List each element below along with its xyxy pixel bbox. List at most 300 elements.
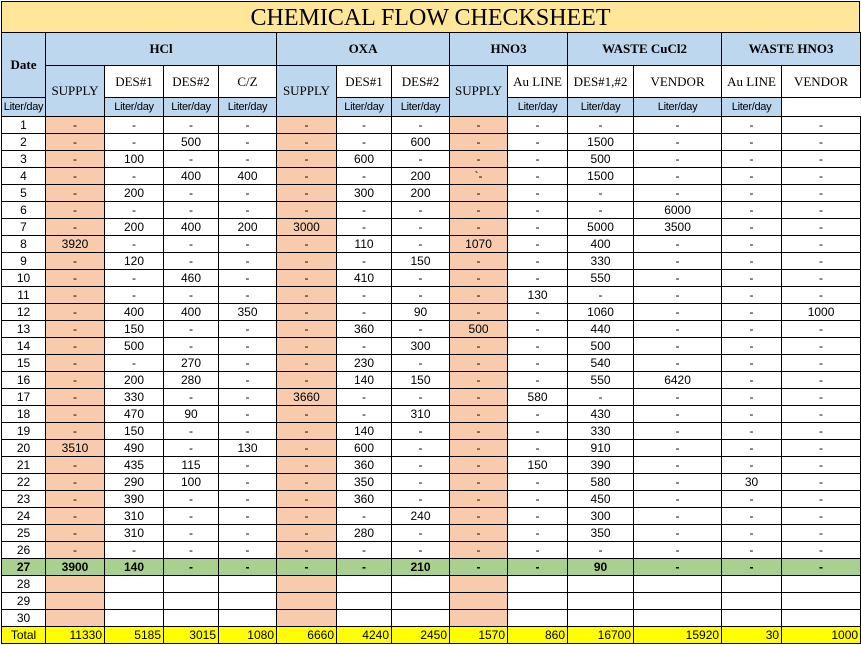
table-cell: -: [722, 525, 782, 542]
data-rows: [2, 117, 861, 627]
table-cell: -: [392, 117, 450, 134]
table-cell: -: [634, 134, 722, 151]
date-cell: 23: [2, 491, 46, 508]
column-header-row: [2, 66, 861, 98]
table-cell: -: [782, 134, 861, 151]
table-cell: 210: [392, 559, 450, 576]
column-header-oxa-des2: DES#2: [392, 66, 450, 98]
date-cell: 9: [2, 253, 46, 270]
date-cell: 29: [2, 593, 46, 610]
table-cell: -: [219, 389, 277, 406]
table-cell: -: [782, 253, 861, 270]
table-row: [2, 236, 861, 253]
table-cell: -: [277, 508, 337, 525]
table-cell: -: [392, 355, 450, 372]
table-cell: [782, 610, 861, 627]
table-cell: 6000: [634, 202, 722, 219]
table-row: [2, 576, 861, 593]
table-cell: -: [508, 423, 568, 440]
table-cell: [634, 610, 722, 627]
table-cell: -: [277, 525, 337, 542]
table-row: [2, 457, 861, 474]
table-cell: -: [508, 253, 568, 270]
table-cell: -: [634, 236, 722, 253]
table-cell: 330: [568, 253, 634, 270]
table-cell: [277, 576, 337, 593]
table-cell: -: [450, 117, 508, 134]
table-cell: -: [46, 525, 105, 542]
date-cell: 24: [2, 508, 46, 525]
table-cell: -: [164, 185, 219, 202]
table-cell: -: [219, 542, 277, 559]
table-cell: [392, 610, 450, 627]
table-cell: -: [277, 559, 337, 576]
date-column-header: Date: [2, 33, 46, 98]
table-cell: -: [46, 270, 105, 287]
table-cell: 450: [568, 491, 634, 508]
table-cell: -: [782, 321, 861, 338]
table-cell: 400: [568, 236, 634, 253]
table-cell: -: [508, 474, 568, 491]
date-cell: 19: [2, 423, 46, 440]
table-cell: 400: [164, 168, 219, 185]
total-cell: 1000: [782, 627, 861, 644]
table-cell: -: [508, 168, 568, 185]
table-cell: 140: [337, 372, 392, 389]
table-cell: -: [508, 134, 568, 151]
table-cell: -: [46, 372, 105, 389]
table-cell: -: [634, 406, 722, 423]
table-cell: -: [219, 406, 277, 423]
table-cell: 435: [105, 457, 164, 474]
table-cell: -: [722, 185, 782, 202]
table-cell: -: [782, 525, 861, 542]
table-cell: -: [450, 338, 508, 355]
table-cell: -: [219, 423, 277, 440]
table-cell: -: [277, 440, 337, 457]
table-cell: [568, 593, 634, 610]
table-cell: 330: [105, 389, 164, 406]
table-cell: -: [450, 355, 508, 372]
table-cell: [164, 593, 219, 610]
table-cell: 3920: [46, 236, 105, 253]
column-header-cucl2-des: DES#1,#2: [568, 66, 634, 98]
total-cell: 3015: [164, 627, 219, 644]
table-cell: [508, 576, 568, 593]
table-cell: -: [337, 253, 392, 270]
table-cell: -: [634, 491, 722, 508]
table-cell: 150: [105, 321, 164, 338]
table-cell: -: [277, 151, 337, 168]
table-cell: -: [722, 117, 782, 134]
table-cell: -: [634, 423, 722, 440]
table-cell: -: [568, 185, 634, 202]
table-cell: -: [508, 151, 568, 168]
column-header-cucl2-vendor: VENDOR: [634, 66, 722, 98]
table-cell: 90: [392, 304, 450, 321]
table-cell: 310: [105, 508, 164, 525]
table-cell: [105, 576, 164, 593]
table-cell: -: [219, 491, 277, 508]
table-cell: -: [219, 525, 277, 542]
table-cell: 6420: [634, 372, 722, 389]
table-cell: -: [337, 168, 392, 185]
table-cell: 600: [392, 134, 450, 151]
table-cell: -: [634, 542, 722, 559]
unit-label: Liter/day: [722, 98, 782, 117]
table-cell: -: [782, 508, 861, 525]
table-cell: 500: [450, 321, 508, 338]
table-cell: -: [450, 304, 508, 321]
table-cell: -: [105, 542, 164, 559]
table-cell: -: [392, 321, 450, 338]
table-cell: [219, 593, 277, 610]
table-cell: 3510: [46, 440, 105, 457]
table-cell: 130: [508, 287, 568, 304]
table-cell: -: [782, 406, 861, 423]
table-cell: -: [219, 338, 277, 355]
table-cell: -: [337, 542, 392, 559]
table-cell: [164, 576, 219, 593]
table-cell: -: [782, 287, 861, 304]
table-cell: [105, 610, 164, 627]
table-cell: [277, 610, 337, 627]
table-cell: 310: [392, 406, 450, 423]
table-cell: -: [450, 151, 508, 168]
unit-label: Liter/day: [568, 98, 634, 117]
table-cell: -: [219, 202, 277, 219]
table-cell: -: [634, 440, 722, 457]
date-cell: 15: [2, 355, 46, 372]
date-cell: 26: [2, 542, 46, 559]
table-cell: -: [450, 542, 508, 559]
table-cell: 330: [568, 423, 634, 440]
table-cell: -: [392, 202, 450, 219]
table-cell: -: [337, 508, 392, 525]
table-cell: -: [219, 355, 277, 372]
table-cell: -: [46, 542, 105, 559]
table-cell: 240: [392, 508, 450, 525]
table-cell: 3500: [634, 219, 722, 236]
table-row: [2, 355, 861, 372]
table-cell: -: [392, 423, 450, 440]
table-cell: -: [450, 253, 508, 270]
unit-label: Liter/day: [337, 98, 392, 117]
table-cell: [105, 593, 164, 610]
table-cell: -: [277, 117, 337, 134]
table-cell: -: [164, 236, 219, 253]
table-cell: [782, 593, 861, 610]
date-cell: 17: [2, 389, 46, 406]
table-cell: -: [392, 219, 450, 236]
table-cell: 350: [337, 474, 392, 491]
table-cell: [337, 610, 392, 627]
table-cell: [634, 593, 722, 610]
table-cell: [337, 576, 392, 593]
table-cell: 1000: [782, 304, 861, 321]
table-row: [2, 168, 861, 185]
total-cell: 11330: [46, 627, 105, 644]
table-cell: -: [105, 287, 164, 304]
column-header-waste-hno3-au-line: Au LINE: [722, 66, 782, 98]
table-cell: -: [337, 338, 392, 355]
table-cell: -: [782, 355, 861, 372]
table-cell: -: [46, 185, 105, 202]
table-cell: -: [164, 253, 219, 270]
table-cell: 1070: [450, 236, 508, 253]
table-cell: 230: [337, 355, 392, 372]
total-cell: 1570: [450, 627, 508, 644]
table-cell: -: [722, 253, 782, 270]
table-cell: -: [634, 253, 722, 270]
table-cell: -: [46, 321, 105, 338]
checksheet: [1, 1, 860, 643]
date-cell: 16: [2, 372, 46, 389]
table-cell: -: [277, 134, 337, 151]
date-cell: 20: [2, 440, 46, 457]
table-row: [2, 202, 861, 219]
table-cell: -: [392, 491, 450, 508]
table-cell: -: [277, 338, 337, 355]
table-cell: 200: [105, 219, 164, 236]
table-row: [2, 219, 861, 236]
table-cell: [164, 610, 219, 627]
date-cell: 22: [2, 474, 46, 491]
unit-label: Liter/day: [392, 98, 450, 117]
table-cell: 540: [568, 355, 634, 372]
table-cell: 5000: [568, 219, 634, 236]
column-header-hcl-cz: C/Z: [219, 66, 277, 98]
table-cell: 490: [105, 440, 164, 457]
table-cell: -: [722, 168, 782, 185]
table-cell: -: [722, 202, 782, 219]
table-cell: -: [164, 117, 219, 134]
table-cell: -: [508, 525, 568, 542]
table-cell: -: [164, 440, 219, 457]
table-cell: 115: [164, 457, 219, 474]
table-cell: -: [634, 287, 722, 304]
table-cell: 90: [568, 559, 634, 576]
table-cell: 200: [392, 168, 450, 185]
unit-row: [2, 98, 861, 117]
table-cell: -: [105, 270, 164, 287]
table-cell: 500: [164, 134, 219, 151]
table-cell: 3660: [277, 389, 337, 406]
table-cell: -: [782, 542, 861, 559]
table-cell: -: [277, 287, 337, 304]
table-cell: -: [164, 287, 219, 304]
total-cell: 16700: [568, 627, 634, 644]
table-cell: -: [634, 321, 722, 338]
table-cell: -: [46, 474, 105, 491]
table-row: [2, 304, 861, 321]
table-cell: 3900: [46, 559, 105, 576]
table-cell: -: [634, 270, 722, 287]
table-cell: 400: [219, 168, 277, 185]
table-cell: -: [568, 287, 634, 304]
table-row: [2, 508, 861, 525]
table-cell: -: [219, 474, 277, 491]
table-cell: -: [277, 457, 337, 474]
table-cell: [46, 610, 105, 627]
table-cell: 400: [164, 304, 219, 321]
table-cell: 470: [105, 406, 164, 423]
table-cell: -: [46, 338, 105, 355]
table-cell: -: [219, 287, 277, 304]
date-cell: 14: [2, 338, 46, 355]
table-cell: -: [722, 151, 782, 168]
table-cell: -: [782, 423, 861, 440]
table-cell: -: [46, 389, 105, 406]
table-cell: -: [392, 287, 450, 304]
table-cell: -: [508, 372, 568, 389]
table-cell: -: [782, 236, 861, 253]
table-cell: -: [634, 559, 722, 576]
date-cell: 5: [2, 185, 46, 202]
table-cell: -: [722, 338, 782, 355]
table-cell: 580: [508, 389, 568, 406]
table-cell: [722, 593, 782, 610]
group-hcl: HCl: [46, 33, 277, 66]
table-cell: -: [634, 474, 722, 491]
table-cell: 550: [568, 270, 634, 287]
table-cell: -: [450, 219, 508, 236]
table-cell: -: [392, 389, 450, 406]
table-cell: -: [508, 117, 568, 134]
table-cell: -: [277, 270, 337, 287]
table-cell: 500: [105, 338, 164, 355]
table-cell: -: [46, 202, 105, 219]
date-cell: 7: [2, 219, 46, 236]
table-cell: -: [508, 185, 568, 202]
table-cell: -: [105, 355, 164, 372]
table-cell: [450, 593, 508, 610]
table-cell: -: [337, 304, 392, 321]
table-cell: -: [508, 355, 568, 372]
table-cell: 30: [722, 474, 782, 491]
table-cell: -: [392, 542, 450, 559]
table-cell: 400: [105, 304, 164, 321]
column-header-waste-hno3-vendor: VENDOR: [782, 66, 861, 98]
table-cell: -: [782, 372, 861, 389]
total-cell: 2450: [392, 627, 450, 644]
table-cell: -: [508, 440, 568, 457]
table-cell: -: [722, 355, 782, 372]
table-cell: -: [277, 542, 337, 559]
table-cell: -: [219, 372, 277, 389]
table-cell: -: [722, 440, 782, 457]
table-cell: 600: [337, 151, 392, 168]
table-cell: -: [568, 202, 634, 219]
table-cell: -: [277, 355, 337, 372]
table-cell: -: [219, 559, 277, 576]
table-cell: -: [508, 321, 568, 338]
table-cell: -: [782, 168, 861, 185]
table-cell: -: [46, 491, 105, 508]
column-header-hcl-supply: SUPPLY: [46, 66, 105, 117]
table-cell: [722, 610, 782, 627]
table-cell: -: [337, 202, 392, 219]
table-cell: -: [782, 219, 861, 236]
table-cell: -: [46, 117, 105, 134]
table-cell: -: [219, 236, 277, 253]
table-cell: -: [508, 508, 568, 525]
table-cell: [337, 593, 392, 610]
table-cell: 360: [337, 491, 392, 508]
table-cell: -: [46, 151, 105, 168]
date-cell: 8: [2, 236, 46, 253]
table-cell: -: [164, 423, 219, 440]
table-cell: 150: [508, 457, 568, 474]
total-cell: 6660: [277, 627, 337, 644]
table-cell: [450, 576, 508, 593]
table-cell: -: [722, 321, 782, 338]
table-cell: -: [277, 236, 337, 253]
table-cell: 150: [392, 372, 450, 389]
table-row-today: [2, 559, 861, 576]
table-cell: -: [277, 406, 337, 423]
table-cell: -: [219, 151, 277, 168]
table-cell: -: [450, 202, 508, 219]
table-cell: -: [392, 457, 450, 474]
table-cell: -: [722, 559, 782, 576]
date-cell: 25: [2, 525, 46, 542]
table-cell: -: [722, 491, 782, 508]
table-cell: 580: [568, 474, 634, 491]
table-cell: 150: [392, 253, 450, 270]
table-cell: 550: [568, 372, 634, 389]
total-label: Total: [2, 627, 46, 644]
table-cell: 1500: [568, 134, 634, 151]
table-row: [2, 287, 861, 304]
table-row: [2, 491, 861, 508]
table-cell: 300: [568, 508, 634, 525]
table-row: [2, 151, 861, 168]
table-cell: -: [392, 270, 450, 287]
table-cell: 910: [568, 440, 634, 457]
table-cell: -: [508, 542, 568, 559]
table-row: [2, 185, 861, 202]
table-cell: -: [782, 202, 861, 219]
unit-label: Liter/day: [508, 98, 568, 117]
table-cell: -: [277, 185, 337, 202]
table-cell: [219, 610, 277, 627]
table-cell: -: [337, 134, 392, 151]
sheet-title: CHEMICAL FLOW CHECKSHEET: [1, 1, 860, 33]
table-cell: -: [164, 559, 219, 576]
table-cell: -: [105, 134, 164, 151]
table-row: [2, 270, 861, 287]
table-cell: -: [277, 168, 337, 185]
table-cell: -: [450, 287, 508, 304]
table-cell: -: [219, 508, 277, 525]
date-cell: 10: [2, 270, 46, 287]
table-cell: 100: [164, 474, 219, 491]
table-cell: -: [634, 117, 722, 134]
table-cell: -: [46, 423, 105, 440]
table-cell: -: [392, 236, 450, 253]
table-cell: -: [46, 134, 105, 151]
table-cell: -: [277, 202, 337, 219]
table-cell: -: [722, 542, 782, 559]
table-cell: 1500: [568, 168, 634, 185]
table-cell: 390: [105, 491, 164, 508]
unit-label: Liter/day: [634, 98, 722, 117]
table-cell: -: [782, 440, 861, 457]
total-cell: 1080: [219, 627, 277, 644]
date-cell: 13: [2, 321, 46, 338]
table-cell: -: [450, 559, 508, 576]
